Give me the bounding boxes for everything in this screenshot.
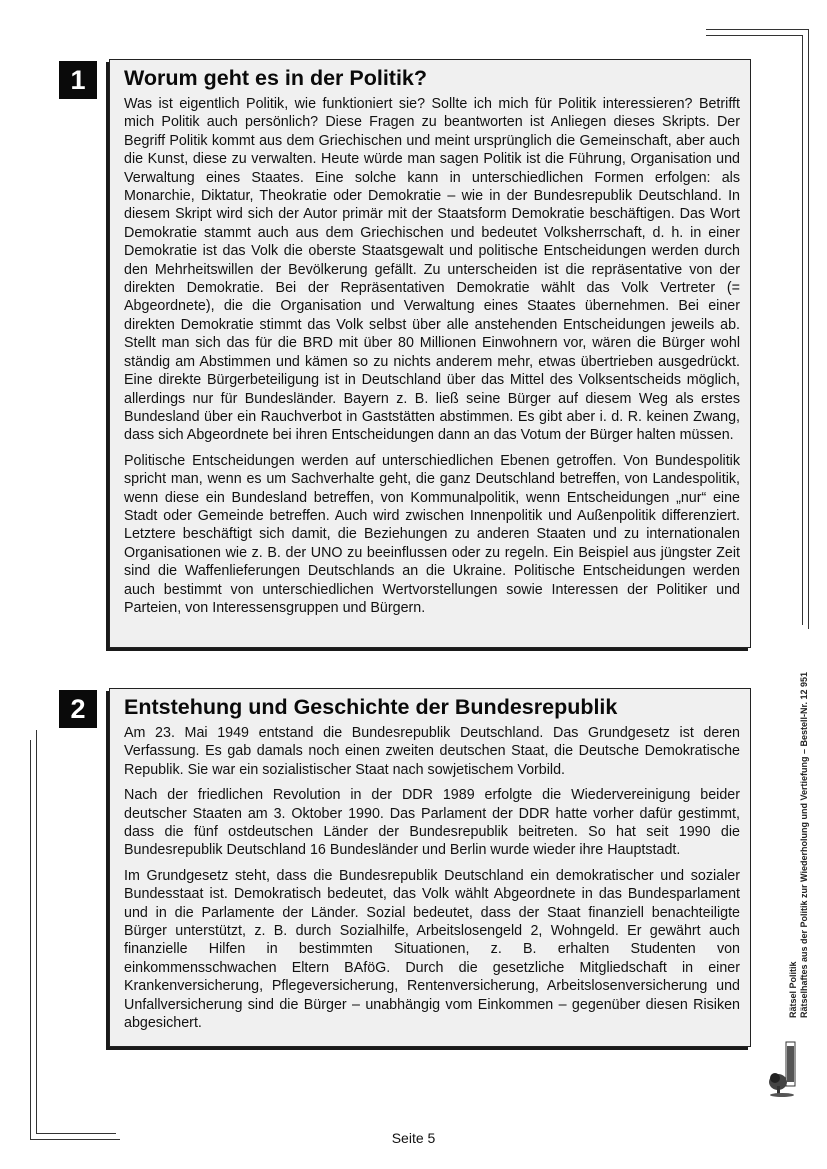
section-number: 2 [70,693,86,724]
sidebar-line-title: Rätsel Politik [788,961,798,1018]
section-paragraph: Nach der friedlichen Revolution in der DDR 1989 erfolgte die Wiedervereinigung beider deutscher Staaten am 3. Oktober 1990. Das Parlament der DDR hatte vorher dafür gestimmt, dass die fünf ostdeutschen Länder der Bundesrepublik beitreten. So hat seit 1990 die Bundesrepublik Deutschland 16 Bundesländer und Berlin wurde wieder ihre Hauptstadt. [124,787,740,859]
section-box [109,59,751,648]
section-paragraph: Politische Entscheidungen werden auf unterschiedlichen Ebenen getroffen. Von Bundespolitik spricht man, wenn es um Sachverhalte geht, die ganz Deutschland betreffen, von Landespolitik, wenn diese ein Bundesland betreffen, von Kommunalpolitik, wenn Entscheidungen „nur“ eine Stadt oder Gemeinde betreffen. Auch wird zwischen Innenpolitik und Außenpolitik differenziert. Letztere beschäftigt sich damit, die Beziehungen zu anderen Staaten und zu internationalen Organisationen wie z. B. der UNO zu beeinflussen oder zu regeln. Ein Beispiel aus jüngster Zeit sind die Waffenlieferungen Deutschlands an die Ukraine. Politische Entscheidungen werden auch bestimmt von unterschiedlichen Wertvorstellungen sowie Interessen der Politiker und Parteien, von Interessensgruppen und Bürgern. [124,452,740,616]
section-title: Entstehung und Geschichte der Bundesrepublik [124,695,618,719]
decorative-line-left-inner [36,730,37,1134]
section-title: Worum geht es in der Politik? [124,66,428,90]
decorative-line-left-outer [30,740,31,1140]
section-paragraph: Was ist eigentlich Politik, wie funktioniert sie? Sollte ich mich für Politik interessieren? Betrifft mich Politik auch persönlich? Diese Fragen zu beantworten ist Anliegen dieses Skripts. Der Begriff Politik kommt aus dem Griechischen und meint ursprünglich die Gemeinschaft, aber auch die Kunst, diese zu verwalten. Heute würde man sagen Politik ist die Führung, Organisation und Verwaltung eines Staates. Eine solche kann in unterschiedlichen Formen erfolgen: als Monarchie, Diktatur, Theokratie oder Demokratie – wie in der Bundesrepublik Deutschland. In diesem Skript wird sich der Autor primär mit der Staatsform Demokratie beschäftigen. Das Wort Demokratie stammt auch aus dem Griechischen und bedeutet Volksherrschaft, d. h. in einer Demokratie ist das Volk die oberste Staatsgewalt und politische Entscheidungen werden durch den Mehrheitswillen der Bevölkerung gefällt. Zu unterscheiden ist die repräsentative von der direkten Demokratie. Bei der Repräsentativen Demokratie wählt das Volk Vertreter (= Abgeordnete), die die Organisation und Verwaltung eines Staates übernehmen. Bei einer direkten Demokratie stimmt das Volk selbst über alle anstehenden Entscheidungen jeweils ab. Stellt man sich das für die BRD mit über 80 Millionen Einwohnern vor, wären die Bürger wohl ständig am Abstimmen und kämen so zu nichts anderem mehr, etwas übertrieben ausgedrückt. Eine direkte Bürgerbeteiligung ist in Deutschland über das Mittel des Volksentscheids möglich, allerdings nur für Bundesländer. Bayern z. B. ließ seine Bürger auf diesem Weg als erstes Bundesland über ein Rauchverbot in Gaststätten abstimmen. Es gibt aber i. d. R. keinen Zwang, dass sich Abgeordnete bei ihren Entscheidungen dann an das Votum der Bürger halten müssen. [124,96,740,444]
sidebar-line-subtitle: Rätselhaftes aus der Politik zur Wiederholung und Vertiefung – Bestell-Nr. 12 951 [799,671,809,1018]
decorative-line-right-inner [802,35,803,625]
decorative-line-top-right-inner [706,35,803,36]
decorative-line-top-right [706,29,809,30]
section-paragraph: Am 23. Mai 1949 entstand die Bundesrepublik Deutschland. Das Grundgesetz ist deren Verfassung. Es gab damals noch einen zweiten deutschen Staat, die Deutsche Demokratische Republik. Sie war ein sozialistischer Staat nach sowjetischem Vorbild. [124,725,740,778]
section-box [109,688,751,1047]
publisher-logo [768,1040,796,1098]
page-number: Seite 5 [391,1130,436,1146]
decorative-line-right-outer [808,29,809,629]
vertical-sidebar-text [788,671,827,1018]
section-number-badge [59,61,97,99]
section-number-badge [59,690,97,728]
section-number: 1 [70,64,86,95]
tree-logo-icon [768,1040,796,1098]
section-paragraph: Im Grundgesetz steht, dass die Bundesrepublik Deutschland ein demokratischer und sozialer Bundesstaat ist. Demokratisch bedeutet, das Volk wählt Abgeordnete in das Bundesparlament und in die Parlamente der Länder. Sozial bedeutet, dass der Staat finanziell benachteiligte Bürger unterstützt, z. B. durch Sozialhilfe, Arbeitslosengeld 2, Wohngeld. Er gewährt auch finanzielle Hilfen in bestimmten Situationen, z. B. erhalten Studenten von einkommensschwachen Eltern BAföG. Durch die gesetzliche Mitgliedschaft in einer Krankenversicherung, Pflegeversicherung, Rentenversicherung, Arbeitslosenversicherung und Unfallversicherung sind die Bürger – unabhängig vom Einkommen – gegenüber diesen Risiken abgesichert. [124,867,740,1032]
